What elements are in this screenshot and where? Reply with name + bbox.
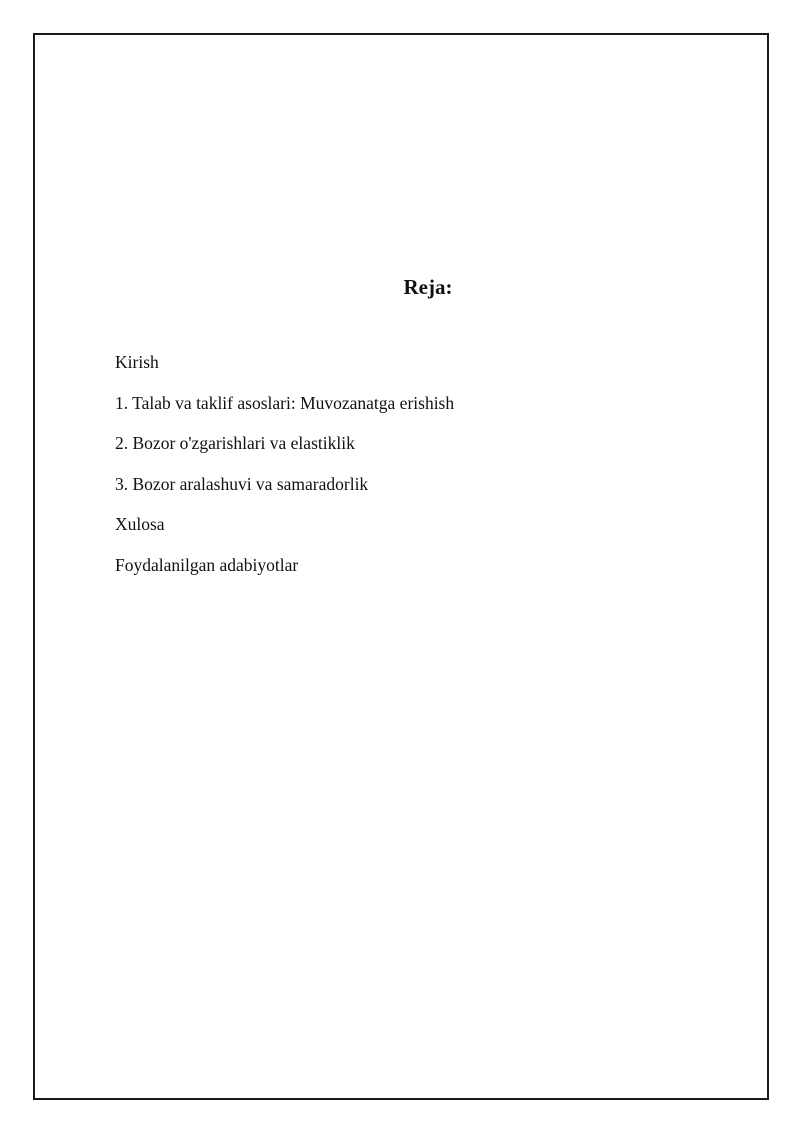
toc-item-chapter-1: 1. Talab va taklif asoslari: Muvozanatga erishish <box>115 392 455 413</box>
toc-item-references: Foydalanilgan adabiyotlar <box>115 554 299 575</box>
toc-item-chapter-2: 2. Bozor o'zgarishlari va elastiklik <box>115 433 355 454</box>
page-title: Reja: <box>403 275 453 299</box>
table-of-contents <box>115 349 454 593</box>
toc-item-introduction: Kirish <box>115 352 159 372</box>
toc-item-chapter-3: 3. Bozor aralashuvi va samaradorlik <box>115 473 369 494</box>
toc-item-conclusion: Xulosa <box>115 514 165 535</box>
